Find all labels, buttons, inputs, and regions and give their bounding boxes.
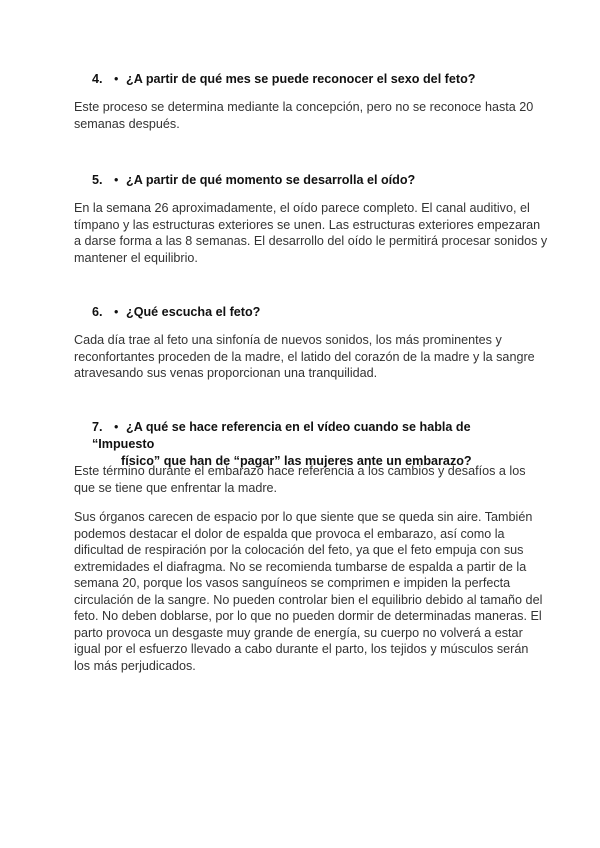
answer-line: mantener el equilibrio. [74,250,198,265]
question-text: ¿A partir de qué momento se desarrolla el oído? [126,173,416,187]
answer-7-intro [74,463,534,496]
bullet-icon: • [114,305,119,319]
answer-line: los más perjudicados. [74,658,196,673]
question-number: 5. [92,173,103,187]
answer-line: atravesando sus venas proporcionan una tranquilidad. [74,366,378,380]
answer-line: que se tiene que enfrentar la madre. [74,480,278,495]
question-6-heading [92,304,260,321]
answer-line: circulación de la sangre. No pueden controlar bien el equilibrio debido al tamaño del [74,592,543,607]
question-text-line-2: físico” que han de “pagar” las mujeres ante un embarazo? [121,454,472,468]
question-number: 4. [92,72,103,86]
answer-line: tímpano y las estructuras exteriores se unen. Las estructuras exteriores empezaran [74,217,541,232]
question-text: ¿Qué escucha el feto? [126,305,261,319]
answer-line: semana 20, porque los vasos sanguíneos se comprimen e impiden la perfecta [74,576,511,590]
answer-line: reconfortantes proceden de la madre, el latido del corazón de la madre y la sangre [74,349,535,364]
answer-line: En la semana 26 aproximadamente, el oído parece completo. El canal auditivo, el [74,201,530,215]
answer-7-body [74,509,543,674]
answer-6 [74,332,534,382]
answer-line: semanas después. [74,116,180,131]
answer-line: extremidades el diafragma. No se recomienda tumbarse de espalda a partir de la [74,559,527,574]
question-text-line-1: ¿A qué se hace referencia en el vídeo cuando se habla de “Impuesto [92,420,471,451]
bullet-icon: • [114,72,119,86]
answer-line: Cada día trae al feto una sinfonía de nuevos sonidos, los más prominentes y [74,333,502,347]
question-number: 6. [92,305,103,319]
answer-line: Sus órganos carecen de espacio por lo que siente que se queda sin aire. También [74,510,533,524]
question-number: 7. [92,420,103,434]
bullet-icon: • [114,420,119,434]
answer-line: parto provoca un desgaste muy grande de energía, su cuerpo no volverá a estar [74,625,523,640]
answer-line: feto. No deben doblarse, por lo que no pueden dormir de determinadas maneras. El [74,609,542,623]
answer-4 [74,99,534,132]
answer-line: Este término durante el embarazo hace referencia a los cambios y desafíos a los [74,464,526,478]
answer-line: igual por el esfuerzo llevado a cabo durante el parto, los tejidos y músculos serán [74,642,529,656]
answer-line: podemos destacar el dolor de espalda que provoca el embarazo, así como la [74,526,505,541]
answer-line: dificultad de respiración por la colocación del feto, ya que el feto empuja con sus [74,543,524,557]
question-5-heading [92,172,415,189]
answer-5 [74,200,548,266]
answer-line: Este proceso se determina mediante la concepción, pero no se reconoce hasta 20 [74,100,534,114]
bullet-icon: • [114,173,119,187]
question-text: ¿A partir de qué mes se puede reconocer el sexo del feto? [126,72,476,86]
answer-line: a darse forma a las 8 semanas. El desarrollo del oído le permitirá procesar sonidos y [74,234,548,248]
question-4-heading [92,71,475,88]
